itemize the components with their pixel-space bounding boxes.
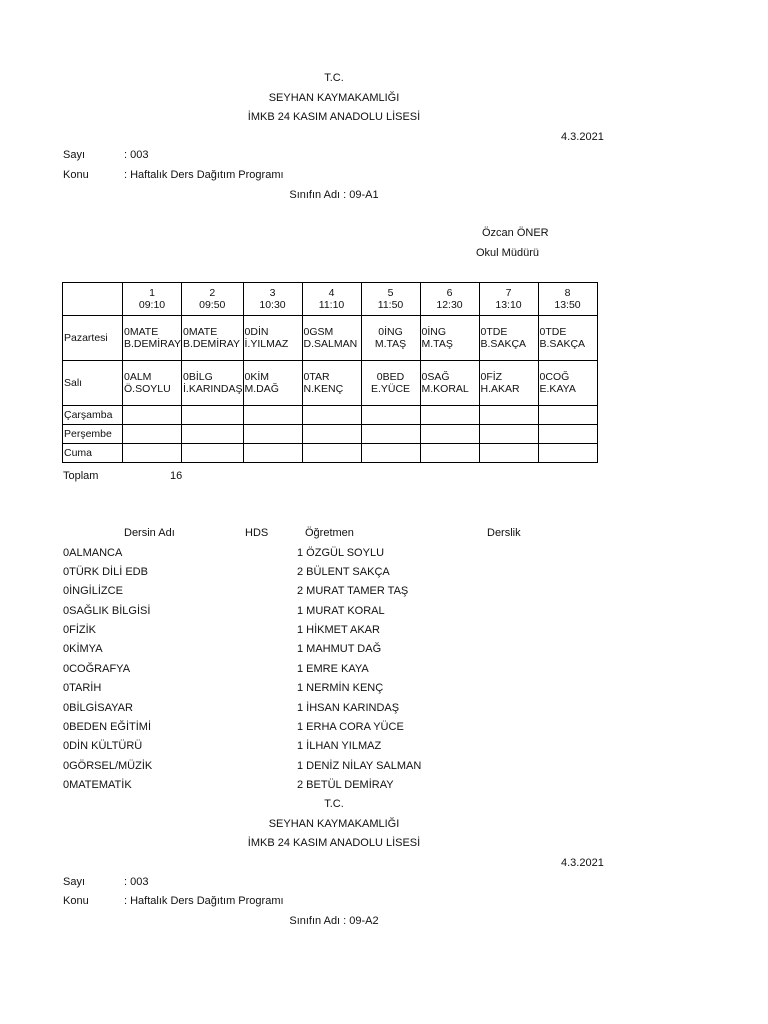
lesson-cell [182, 316, 244, 361]
lesson-code: 0KİM [244, 371, 270, 383]
lesson-code: 0GSM [303, 326, 334, 338]
period-number: 4 [328, 287, 335, 299]
lesson-teacher: H.AKAR [480, 383, 520, 395]
konu-value: : Haftalık Ders Dağıtım Programı [124, 169, 284, 181]
subject-row [0, 740, 500, 756]
period-header [182, 283, 244, 316]
empty-cell [243, 406, 302, 425]
lesson-teacher: M.DAĞ [244, 383, 279, 395]
empty-cell [361, 444, 420, 463]
subject-row [0, 760, 500, 776]
subject-row [0, 779, 500, 795]
lesson-teacher: İ.KARINDAŞ [183, 383, 243, 395]
empty-cell [538, 425, 597, 444]
schedule-row-persembe [63, 425, 598, 444]
lesson-cell [420, 316, 479, 361]
sayi-value: : 003 [124, 149, 149, 161]
empty-cell [123, 425, 182, 444]
period-number: 7 [505, 287, 512, 299]
empty-cell [243, 444, 302, 463]
empty-cell [420, 444, 479, 463]
empty-cell [123, 406, 182, 425]
subject-hds-teacher: 1 ÖZGÜL SOYLU [297, 547, 385, 559]
empty-cell [479, 406, 538, 425]
subject-row [0, 682, 500, 698]
subject-name: 0KİMYA [63, 643, 103, 655]
lesson-teacher: B.SAKÇA [539, 338, 586, 350]
col-header-hds: HDS [245, 527, 269, 539]
schedule-row-pazartesi [63, 316, 598, 361]
empty-cell [302, 444, 361, 463]
lesson-cell [479, 361, 538, 406]
subject-name: 0İNGİLİZCE [63, 585, 123, 597]
period-number: 8 [564, 287, 571, 299]
col-header-teacher: Öğretmen [305, 527, 354, 539]
empty-cell [479, 444, 538, 463]
empty-cell [123, 444, 182, 463]
lesson-teacher: M.KORAL [421, 383, 469, 395]
period-time: 12:30 [436, 299, 463, 311]
subject-hds-teacher: 1 İHSAN KARINDAŞ [297, 702, 400, 714]
lesson-teacher: N.KENÇ [303, 383, 344, 395]
period-header [479, 283, 538, 316]
lesson-code: 0MATE [124, 326, 159, 338]
lesson-teacher: Ö.SOYLU [124, 383, 171, 395]
period-number: 2 [209, 287, 216, 299]
col-header-subject: Dersin Adı [124, 527, 175, 539]
day-label: Cuma [63, 444, 123, 463]
lesson-cell [361, 316, 420, 361]
period-header [538, 283, 597, 316]
day-label: Perşembe [63, 425, 123, 444]
lesson-code: 0SAĞ [421, 371, 450, 383]
subject-hds-teacher: 1 HİKMET AKAR [297, 624, 380, 636]
class-name: Sınıfın Adı : 09-A1 [289, 189, 379, 201]
period-header [361, 283, 420, 316]
period-time: 09:10 [138, 299, 166, 311]
empty-cell [361, 406, 420, 425]
konu-label: Konu [63, 169, 89, 181]
sayi-label: Sayı [63, 149, 86, 161]
lesson-cell [479, 316, 538, 361]
total-value: 16 [170, 470, 183, 482]
lesson-teacher: B.DEMİRAY [124, 338, 181, 350]
subject-name: 0FİZİK [63, 624, 97, 636]
day-label: Salı [63, 361, 123, 406]
schedule-row-sali [63, 361, 598, 406]
lesson-code: 0TDE [480, 326, 508, 338]
subject-name: 0MATEMATİK [63, 779, 132, 791]
lesson-code: 0DİN [244, 326, 269, 338]
schedule-table [62, 282, 598, 463]
principal-title: Okul Müdürü [476, 247, 539, 259]
subject-row [0, 702, 500, 718]
lesson-cell [243, 361, 302, 406]
empty-cell [182, 406, 244, 425]
subject-name: 0TÜRK DİLİ EDB [63, 566, 148, 578]
principal-name: Özcan ÖNER [482, 227, 549, 239]
lesson-code: 0FİZ [480, 371, 503, 383]
lesson-code: 0BED [376, 371, 405, 383]
period-time: 13:10 [495, 299, 522, 311]
sayi-value: : 003 [124, 876, 149, 888]
lesson-teacher: B.SAKÇA [480, 338, 527, 350]
total-label: Toplam [63, 470, 99, 482]
schedule-row-carsamba [63, 406, 598, 425]
lesson-cell [361, 361, 420, 406]
subject-name: 0GÖRSEL/MÜZİK [63, 760, 153, 772]
header-kaymakamlik: SEYHAN KAYMAKAMLIĞI [268, 818, 400, 830]
period-time: 11:10 [318, 299, 345, 311]
lesson-code: 0İNG [421, 326, 447, 338]
subject-hds-teacher: 1 MURAT KORAL [297, 605, 385, 617]
empty-cell [302, 425, 361, 444]
subject-hds-teacher: 1 MAHMUT DAĞ [297, 643, 382, 655]
period-header [420, 283, 479, 316]
period-time: 10:30 [259, 299, 286, 311]
header-date: 4.3.2021 [561, 857, 604, 869]
subject-row [0, 605, 500, 621]
schedule-header-row [63, 283, 598, 316]
lesson-teacher: D.SALMAN [303, 338, 358, 350]
period-number: 6 [446, 287, 453, 299]
empty-cell [182, 444, 244, 463]
class-name: Sınıfın Adı : 09-A2 [289, 915, 379, 927]
col-header-room: Derslik [487, 527, 521, 539]
lesson-teacher: İ.YILMAZ [244, 338, 289, 350]
header-corner-cell [63, 283, 123, 316]
subject-row [0, 624, 500, 640]
sayi-label: Sayı [63, 876, 86, 888]
subject-hds-teacher: 1 ERHA CORA YÜCE [297, 721, 404, 733]
empty-cell [538, 444, 597, 463]
header-school: İMKB 24 KASIM ANADOLU LİSESİ [247, 837, 421, 849]
empty-cell [182, 425, 244, 444]
lesson-cell [123, 361, 182, 406]
period-time: 11:50 [377, 299, 404, 311]
lesson-teacher: M.TAŞ [421, 338, 453, 350]
day-label: Pazartesi [63, 316, 123, 361]
subject-hds-teacher: 2 MURAT TAMER TAŞ [297, 585, 409, 597]
header-date: 4.3.2021 [561, 131, 604, 143]
subject-row [0, 721, 500, 737]
empty-cell [479, 425, 538, 444]
empty-cell [420, 425, 479, 444]
lesson-cell [538, 361, 597, 406]
header-tc: T.C. [324, 798, 344, 810]
subject-hds-teacher: 2 BÜLENT SAKÇA [297, 566, 390, 578]
subject-name: 0SAĞLIK BİLGİSİ [63, 605, 151, 617]
subject-row [0, 585, 500, 601]
period-time: 09:50 [199, 299, 226, 311]
lesson-cell [123, 316, 182, 361]
empty-cell [420, 406, 479, 425]
subject-name: 0TARİH [63, 682, 102, 694]
lesson-cell [420, 361, 479, 406]
lesson-teacher: E.YÜCE [370, 383, 411, 395]
lesson-teacher: B.DEMİRAY [183, 338, 240, 350]
header-kaymakamlik: SEYHAN KAYMAKAMLIĞI [268, 92, 400, 104]
empty-cell [302, 406, 361, 425]
schedule-row-cuma [63, 444, 598, 463]
period-header [302, 283, 361, 316]
header-school: İMKB 24 KASIM ANADOLU LİSESİ [247, 111, 421, 123]
subject-name: 0COĞRAFYA [63, 663, 131, 675]
lesson-code: 0TAR [303, 371, 330, 383]
subject-row [0, 643, 500, 659]
period-number: 5 [387, 287, 394, 299]
subject-name: 0ALMANCA [63, 547, 123, 559]
lesson-teacher: M.TAŞ [374, 338, 407, 350]
subject-name: 0DİN KÜLTÜRÜ [63, 740, 143, 752]
subject-name: 0BEDEN EĞİTİMİ [63, 721, 152, 733]
lesson-cell [302, 361, 361, 406]
period-number: 1 [149, 287, 155, 299]
konu-value: : Haftalık Ders Dağıtım Programı [124, 895, 284, 907]
period-header [123, 283, 182, 316]
lesson-code: 0BİLG [183, 371, 213, 383]
subject-hds-teacher: 1 EMRE KAYA [297, 663, 369, 675]
subject-hds-teacher: 1 İLHAN YILMAZ [297, 740, 382, 752]
lesson-cell [302, 316, 361, 361]
konu-label: Konu [63, 895, 89, 907]
period-header [243, 283, 302, 316]
day-label: Çarşamba [63, 406, 123, 425]
lesson-teacher: E.KAYA [539, 383, 576, 395]
period-number: 3 [269, 287, 276, 299]
empty-cell [361, 425, 420, 444]
empty-cell [538, 406, 597, 425]
lesson-cell [243, 316, 302, 361]
subject-hds-teacher: 2 BETÜL DEMİRAY [297, 779, 394, 791]
lesson-cell [538, 316, 597, 361]
lesson-code: 0ALM [124, 371, 152, 383]
subject-hds-teacher: 1 NERMİN KENÇ [297, 682, 384, 694]
subject-name: 0BİLGİSAYAR [63, 702, 133, 714]
lesson-code: 0MATE [183, 326, 218, 338]
subject-row [0, 547, 500, 563]
lesson-code: 0COĞ [539, 371, 570, 383]
lesson-cell [182, 361, 244, 406]
lesson-code: 0TDE [539, 326, 567, 338]
lesson-code: 0İNG [378, 326, 403, 338]
empty-cell [243, 425, 302, 444]
subject-row [0, 566, 500, 582]
period-time: 13:50 [554, 299, 581, 311]
subject-row [0, 663, 500, 679]
header-tc: T.C. [324, 72, 344, 84]
subject-hds-teacher: 1 DENİZ NİLAY SALMAN [297, 760, 422, 772]
